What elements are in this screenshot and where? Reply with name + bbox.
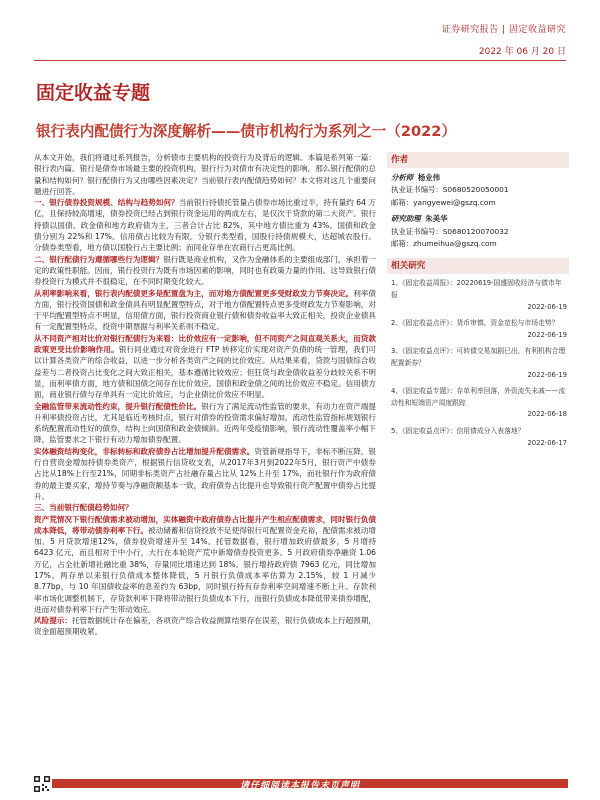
author-block-2 xyxy=(387,209,569,250)
section-label: 固定收益专题 xyxy=(36,82,151,104)
report-date: 2022 年 06 月 20 日 xyxy=(478,47,566,57)
body-paragraph xyxy=(34,333,376,401)
author-cert: 执业证书编号：S0680120070032 xyxy=(391,226,509,236)
paragraph-text: 银行既是商业机构，又作为金融体系的主要组成部门，承担着一定的政策性职能。因而，银行投资行为既有市场因素的影响，同时也有政策力量的作用。这导致银行债券投资行为模式并不很稳定，在不同时期变化较大。 xyxy=(34,254,376,287)
paragraph-heading: 从利率影响来看，银行表内配债更多是配置盘为主，而对地方债配置更多受财政发力节奏决定。 xyxy=(34,288,354,298)
paragraph-heading: 二、银行配债行为遵循哪些行为逻辑？ xyxy=(34,254,164,264)
body-paragraph xyxy=(34,152,376,197)
header-tags: 证券研究报告 | 固定收益研究 xyxy=(441,25,566,35)
author-name: 杨业伟 xyxy=(417,173,441,182)
header-divider xyxy=(34,60,566,61)
paragraph-heading: 从不同资产相对比价对银行配债行为来看：比价效应有一定影响，但不同资产之间直观关系大，而贷款政策更受比价影响作用。 xyxy=(34,333,376,355)
paragraph-text: 被动储蓄和信贷投放不足使得银行可配置资金充裕，配债需求被动增加。5 月贷款增速12%，债券投资增速升至 14%。托管数据看，银行增加政府债最多，5 月增持 6423 亿元，而且相对于中小行，大行在本轮资产荒中新增债券投资更多。5 月政府债券净融资 1.06 万亿，占全社新增社融比重 38%，存量同比增速达到 18%。银行增持政府债 7963 亿元，同比增加 17%。两存单以来银行负债成本整体降低，5 月银行负债成本率估算为 2.15%，较 1 月减少8.77bp，与 10 年国债收益率的息差约为 63bp，同时银行持有存券利率空间增速不断上升。存款利率市场化调整机制下，存贷款利率下降将带动银行负债成本下行，而银行负债成本降低带来债券增配，进而对债券利率下行产生带动效应。 xyxy=(34,525,377,614)
paragraph-text: 当前银行持债托管量占债券市场比重过半，持有量约 64 万亿，且保持较高增速，债券投资已经占到银行资金运用的两成左右，是仅次于贷款的第二大资产。银行持债以国债、政金债和地方政府债为主，三者合计占比 82%，其中地方债比重为 43%。国债和政金债分别为 22%和 17%。信用债占比较为有限。分银行类型看，国股行持债规模大，达超城农股行。分债券类型看，地方债以国股行占主要比例；而同业存单在农商行占更高比例。 xyxy=(34,198,376,253)
paragraph-heading: 资产荒情况下银行配债需求被动增加，实体融资中政府债券占比提升产生相应配债需求，同时银行负债成本降低，将带动债券利率下行。 xyxy=(34,514,376,535)
body-paragraph xyxy=(34,401,376,446)
related-item[interactable] xyxy=(391,386,567,421)
related-item-date: 2022-06-17 xyxy=(527,438,567,447)
body-paragraph xyxy=(34,254,376,288)
paragraph-heading: 全融监管带来流动性约束，提升银行配债性价比。 xyxy=(34,401,202,411)
paragraph-heading: 风险提示： xyxy=(34,616,73,626)
authors-heading: 作者 xyxy=(387,152,569,168)
footer-disclaimer[interactable]: 请仔细阅读本报告末页声明 xyxy=(239,781,360,791)
body-paragraph xyxy=(34,197,376,253)
paragraph-text: 资管新规指导下，非标不断压降，银行自营资金增加持债券类资产，根据银行信贷收支表，从2017年3月到2022年5月，银行资产中债券占比从18%上行至21%，同期非标类资产占社融存量占比从 12%上升至 17%，而社银行作为政府债券的最主要买家，增持节奏与净融资额基本一致，政府债券占比提升也导致银行资产配置中债券占比提升。 xyxy=(34,446,377,501)
related-item[interactable] xyxy=(391,346,567,381)
author-email[interactable]: 邮箱：zhumeihua@gszq.com xyxy=(391,239,497,249)
body-paragraph xyxy=(34,288,376,333)
related-item-title: 1、《固定收益周报》：20220619-国盛固收经济与债市年报 xyxy=(391,279,562,300)
paragraph-heading: 三、当前银行配债趋势如何？ xyxy=(34,503,133,513)
author-name: 朱美华 xyxy=(425,214,448,224)
paragraph-text: 利率债方面，银行投资国债和政金债具有明显配置型特点，对于地方债配置特点更多受财政发力节奏影响，对于平均配置型特点不明显，信用债方面，银行投资商业银行债和债券收益率大致正相关，投资企业债具有一定配置型特点，投资中期票据与利率关系则不稳定。 xyxy=(34,288,376,332)
body-paragraph xyxy=(34,502,376,513)
related-item-date: 2022-06-19 xyxy=(527,370,567,379)
body-paragraph xyxy=(34,514,376,616)
author-role: 研究助理 xyxy=(391,214,421,224)
report-body xyxy=(34,152,376,638)
related-item-date: 2022-06-19 xyxy=(527,330,567,339)
author-role: 分析师 xyxy=(391,173,414,182)
body-paragraph xyxy=(34,615,376,638)
paragraph-heading: 实体融资结构变化，非标转标和政府债券占比增加提升配债需求。 xyxy=(34,446,255,456)
sidebar xyxy=(387,152,569,454)
related-item-date: 2022-06-18 xyxy=(527,410,567,419)
related-item-date: 2022-06-19 xyxy=(527,302,567,311)
paragraph-text: 银行为了满足流动性监管的要求，有动力在资产端提升利率债投资占比，尤其是临近考核时点，银行对债券的投资需求偏好增加，流动性监管指标规划银行系统配置流动性好的债券，结构上向国债和政金债倾斜。近两年受疫情影响，银行流动性覆盖率小幅下降，监管要求之下银行有动力增加债券配置。 xyxy=(34,401,376,445)
author-email[interactable]: 邮箱：yangyewei@gszq.com xyxy=(391,197,496,207)
related-heading: 相关研究 xyxy=(387,258,569,274)
author-block-1 xyxy=(387,168,569,209)
related-item-title: 4、《固定收益专题》：存单利率回落，外资流失未减——流动性和短端资产周度跟踪 xyxy=(391,387,566,407)
related-item-title: 2、《固定收益点评》：货币审慎、资金宽松与市场走势？ xyxy=(391,319,559,328)
paragraph-heading: 一、银行债券投资规模、结构与趋势如何？ xyxy=(34,198,179,208)
related-item[interactable] xyxy=(391,278,567,313)
paragraph-text: 从本文开始，我们将通过系列报告，分析债市主要机构的投资行为及背后的逻辑。本篇是系列第一篇：银行表内篇。银行是债券市场最主要的投资机构，银行行为对债市有决定性的影响，那么银行配债的总量和结构如何？银行配债行为又由哪些因素决定？当前银行表内配债趋势如何？本文将对这几个重要问题进行回答。 xyxy=(34,153,376,196)
related-item-title: 3、《固定收益点评》：可转债交易加剧已出，有利机构合理配置新券？ xyxy=(391,347,566,367)
related-item-title: 5、《固定收益点评》：信用债成分入表落地？ xyxy=(391,426,525,435)
paragraph-text: 托管数据统计存在偏差，各项资产综合收益测算结果存在误差，银行负债成本上行超预期，资金面超预期收紧。 xyxy=(34,616,377,637)
related-list xyxy=(387,274,569,449)
body-paragraph xyxy=(34,446,376,502)
author-cert: 执业证书编号：S0680520050001 xyxy=(391,185,509,195)
report-title: 银行表内配债行为深度解析——债市机构行为系列之一（2022） xyxy=(36,123,457,140)
paragraph-text: 银行同业通过对资金进行 FTP 转移定价实现对资产负债的统一管理，我们可以计算各类资产的综合收益，以进一步分析各类资产之间的比价效应。从结果来看，贷款与国债综合收益差与二者投资占比变化之间大致正相关，基本遵循比较效应；但狂贷与政金债收益差分歧较关系不明显，而利率债方面，地方债和国债之间存在比价效应。国债和政金债之间的比价效应不稳定。信用债方面，商业银行债与存单具有一定比价效应，与企业债比价效应不明显。 xyxy=(34,345,377,400)
related-item[interactable] xyxy=(391,426,567,449)
related-item[interactable] xyxy=(391,318,567,341)
